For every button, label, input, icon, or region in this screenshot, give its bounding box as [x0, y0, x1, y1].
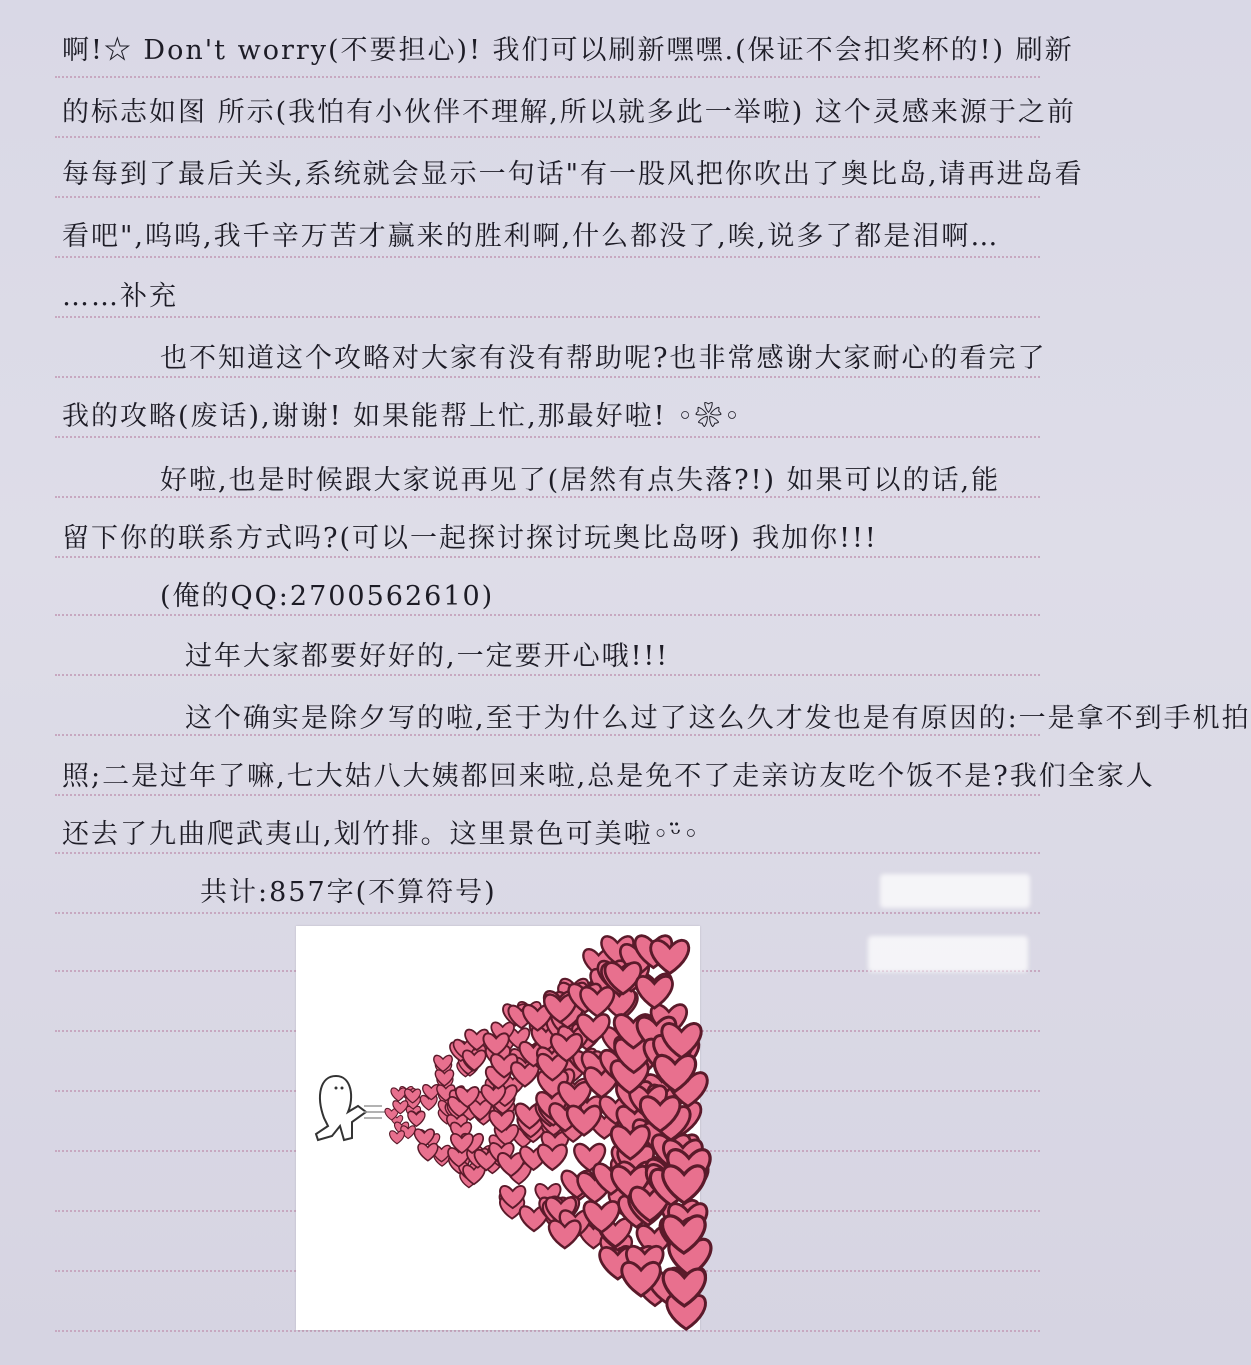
word-count: 共计:857字(不算符号) — [200, 877, 497, 908]
ruled-line — [55, 912, 1040, 914]
redaction-smudge — [880, 874, 1030, 908]
text-line: 也不知道这个攻略对大家有没有帮助呢?也非常感谢大家耐心的看完了 — [160, 343, 1047, 374]
text-line: 看吧",呜呜,我千辛万苦才赢来的胜利啊,什么都没了,唉,说多了都是泪啊… — [62, 221, 1000, 252]
text-line: 每每到了最后关头,系统就会显示一句话"有一股风把你吹出了奥比岛,请再进岛看 — [62, 159, 1084, 190]
text-line: 的标志如图 所示(我怕有小伙伴不理解,所以就多此一举啦) 这个灵感来源于之前 — [62, 97, 1076, 128]
heart-icon — [390, 1131, 405, 1144]
blowing-figure-icon — [316, 1076, 366, 1140]
heart-cloud-illustration — [296, 926, 700, 1330]
text-line: 还去了九曲爬武夷山,划竹排。这里景色可美啦◦ᵕ̈◦ — [62, 819, 701, 850]
ruled-line — [55, 256, 1040, 258]
wind-lines — [364, 1106, 386, 1118]
text-line: 好啦,也是时候跟大家说再见了(居然有点失落?!) 如果可以的话,能 — [160, 465, 1001, 496]
hearts-group — [385, 936, 711, 1329]
text-line: 留下你的联系方式吗?(可以一起探讨探讨玩奥比岛呀) 我加你!!! — [62, 523, 878, 554]
text-line: 我的攻略(废话),谢谢! 如果能帮上忙,那最好啦! ◦❀◦ — [62, 401, 742, 432]
text-line: 这个确实是除夕写的啦,至于为什么过了这么久才发也是有原因的:一是拿不到手机拍 — [185, 703, 1251, 734]
text-line: 照;二是过年了嘛,七大姑八大姨都回来啦,总是免不了走亲访友吃个饭不是?我们全家人 — [62, 761, 1155, 792]
ruled-line — [55, 436, 1040, 438]
text-line: 啊!☆ Don't worry(不要担心)! 我们可以刷新嘿嘿.(保证不会扣奖杯的!) 刷新 — [62, 35, 1074, 66]
ruled-line — [55, 76, 1040, 78]
ruled-line — [55, 136, 1040, 138]
heart-blowing-meme-icon — [296, 926, 700, 1330]
qq-contact: (俺的QQ:2700562610) — [160, 581, 495, 612]
redaction-smudge — [868, 936, 1028, 972]
ruled-line — [55, 196, 1040, 198]
new-year-wish: 过年大家都要好好的,一定要开心哦!!! — [185, 641, 670, 672]
ruled-line — [55, 1330, 1040, 1332]
heart-icon — [391, 1088, 406, 1101]
text-line: ……补充 — [62, 281, 178, 312]
ruled-line — [55, 316, 1040, 318]
